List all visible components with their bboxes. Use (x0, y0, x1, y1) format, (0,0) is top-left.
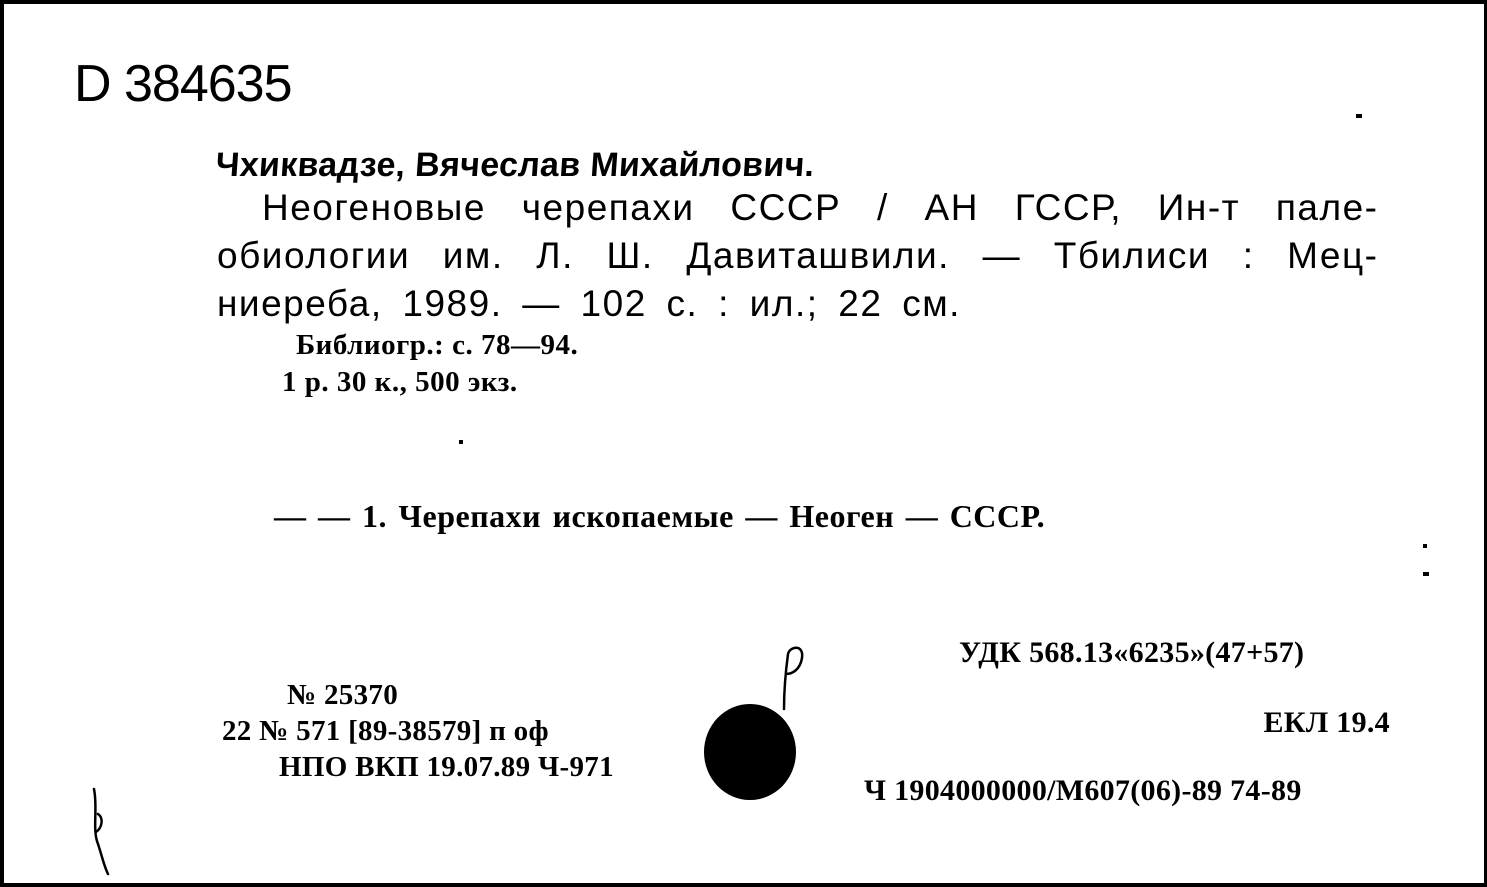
author-heading: Чхиквадзе, Вячеслав Михайлович. (214, 146, 816, 184)
subject-heading: — — 1. Черепахи ископаемые — Неоген — СССР. (274, 498, 1046, 534)
speck-mark (1423, 544, 1427, 548)
call-number: D 384635 (74, 55, 292, 113)
punch-hole (704, 704, 796, 800)
handwritten-stroke-mark (84, 784, 124, 879)
bibliographic-description: Неогеновые черепахи СССР / АН ГССР, Ин-т палеобиологии им. Л. Ш. Давиташвили. — Тбилиси : Мецниереба, 1989. — 102 с. : ил.; 22 см. (217, 187, 1377, 324)
udk-code: УДК 568.13«6235»(47+57) (959, 636, 1305, 669)
order-line: 22 № 571 [89-38579] п оф (222, 715, 549, 747)
ekl-code: ЕКЛ 19.4 (1263, 706, 1390, 739)
price-circulation-note: 1 р. 30 к., 500 экз. (282, 366, 518, 398)
record-number: № 25370 (287, 679, 398, 711)
speck-mark (459, 440, 463, 444)
printer-line: НПО ВКП 19.07.89 Ч-971 (279, 751, 614, 783)
bibliography-note: Библиогр.: с. 78—94. (296, 329, 579, 361)
speck-mark (1423, 572, 1429, 576)
speck-mark (1356, 114, 1362, 118)
handwritten-p-mark (764, 644, 824, 714)
publisher-index-code: Ч 1904000000/М607(06)-89 74-89 (864, 774, 1302, 807)
